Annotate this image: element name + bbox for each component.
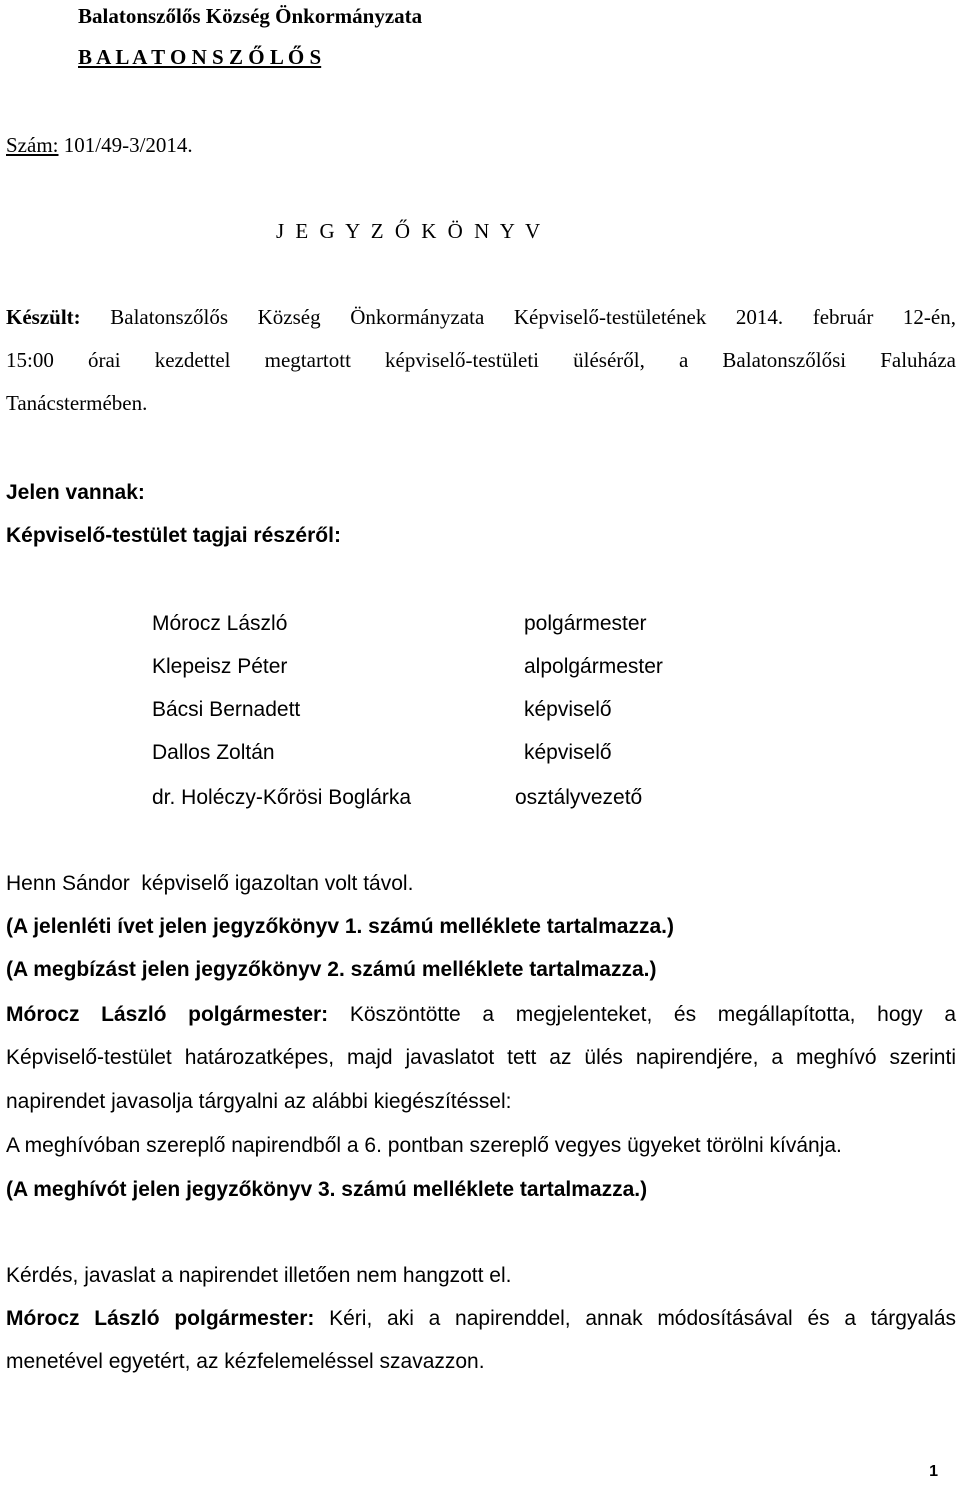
speech-1-line-2: Képviselő-testület határozatképes, majd javaslatot tett az ülés napirendjére, a meghívó szerinti bbox=[6, 1046, 956, 1069]
member-name: Dallos Zoltán bbox=[152, 741, 275, 764]
place-name-spaced: B A L A T O N S Z Ő L Ő S bbox=[78, 45, 322, 69]
speech-1-line-3: napirendet javasolja tárgyalni az alábbi kiegészítéssel: bbox=[6, 1090, 512, 1113]
member-name: Bácsi Bernadett bbox=[152, 698, 301, 721]
speech-2-line-1-text: Kéri, aki a napirenddel, annak módosításával és a tárgyalás bbox=[314, 1307, 956, 1330]
speech-2-line-1 bbox=[6, 1306, 956, 1331]
page-number: 1 bbox=[929, 1463, 938, 1480]
question-note: Kérdés, javaslat a napirendet illetően nem hangzott el. bbox=[6, 1264, 512, 1287]
reference-value: 101/49-3/2014. bbox=[58, 133, 193, 157]
annex-1-note: (A jelenléti ívet jelen jegyzőkönyv 1. számú melléklete tartalmazza.) bbox=[6, 915, 674, 938]
intro-line-1-text: Balatonszőlős Község Önkormányzata Képviselő-testületének 2014. február 12-én, bbox=[80, 305, 956, 329]
member-name: Klepeisz Péter bbox=[152, 655, 288, 678]
member-name: dr. Holéczy-Kőrösi Boglárka bbox=[152, 786, 412, 809]
intro-line-3: Tanácstermében. bbox=[6, 391, 148, 415]
speech-1-line-4: A meghívóban szereplő napirendből a 6. pontban szereplő vegyes ügyeket törölni kívánja. bbox=[6, 1134, 842, 1157]
intro-line-1 bbox=[6, 305, 956, 330]
reference-label: Szám: bbox=[6, 133, 59, 157]
speaker-label: Mórocz László polgármester: bbox=[6, 1307, 315, 1330]
attendance-subheading: Képviselő-testület tagjai részéről: bbox=[6, 524, 341, 547]
speech-1-line-1-text: Köszöntötte a megjelenteket, és megállapította, hogy a bbox=[328, 1003, 957, 1026]
reference-number bbox=[6, 133, 193, 158]
intro-line-2: 15:00 órai kezdettel megtartott képviselő-testületi üléséről, a Balatonszőlősi Faluháza bbox=[6, 348, 956, 372]
speech-1-line-1 bbox=[6, 1002, 956, 1027]
member-role: polgármester bbox=[524, 612, 647, 635]
org-name: Balatonszőlős Község Önkormányzata bbox=[78, 4, 423, 28]
member-role: képviselő bbox=[524, 698, 612, 721]
speech-2-line-2: menetével egyetért, az kézfelemeléssel szavazzon. bbox=[6, 1350, 485, 1373]
attendance-heading: Jelen vannak: bbox=[6, 481, 145, 504]
intro-label: Készült: bbox=[6, 305, 81, 329]
annex-3-note: (A meghívót jelen jegyzőkönyv 3. számú melléklete tartalmazza.) bbox=[6, 1178, 648, 1201]
member-role: alpolgármester bbox=[524, 655, 663, 678]
document-title: J E G Y Z Ő K Ö N Y V bbox=[276, 219, 544, 243]
speaker-label: Mórocz László polgármester: bbox=[6, 1003, 329, 1026]
annex-2-note: (A megbízást jelen jegyzőkönyv 2. számú melléklete tartalmazza.) bbox=[6, 958, 657, 981]
absent-note: Henn Sándor képviselő igazoltan volt távol. bbox=[6, 872, 414, 895]
member-role: osztályvezető bbox=[515, 786, 643, 809]
member-role: képviselő bbox=[524, 741, 612, 764]
member-name: Mórocz László bbox=[152, 612, 288, 635]
